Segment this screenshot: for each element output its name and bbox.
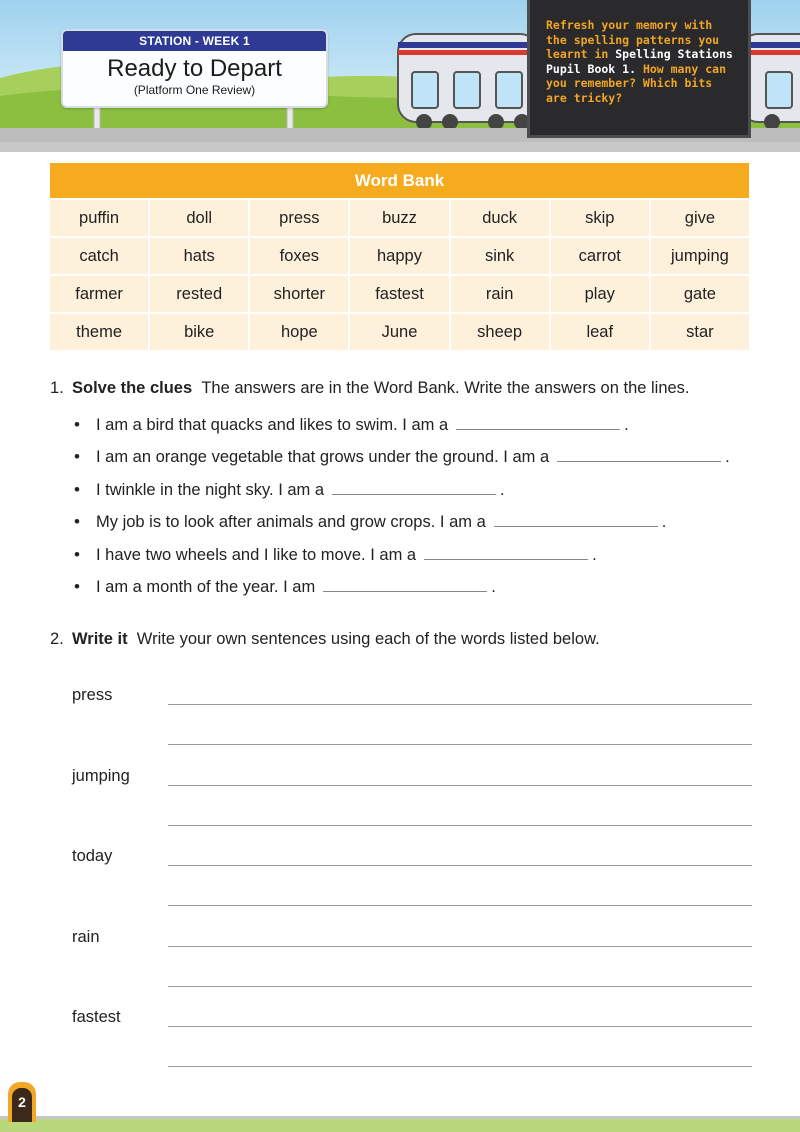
word-bank-cell: doll [150,200,248,236]
word-bank-cell: puffin [50,200,148,236]
question-title: Solve the clues [72,379,193,397]
board-line [546,62,738,77]
word-bank-cell: skip [551,200,649,236]
clue-end-mark: . [592,545,597,564]
word-bank-cell: fastest [350,276,448,312]
word-bank-cell: leaf [551,314,649,350]
clue-end-mark: . [661,513,667,532]
board-line: Refresh your memory with [546,18,713,32]
word-bank-cell: farmer [50,276,148,312]
writing-row [72,763,754,844]
word-bank-cell: jumping [651,238,749,274]
station-week-label: STATION - WEEK 1 [63,31,326,51]
writing-line[interactable] [168,785,752,786]
page-number: 2 [18,1094,26,1110]
header-banner [0,0,800,150]
question-instruction: The answers are in the Word Bank. Write the answers on the lines. [201,379,690,397]
writing-line[interactable] [168,905,752,906]
word-bank-cell: happy [350,238,448,274]
writing-prompt-word: press [72,686,113,704]
header-divider [0,142,800,152]
word-bank-cell: June [350,314,448,350]
answer-blank[interactable] [424,542,588,560]
board-text-white: Spelling Stations [615,47,733,62]
board-text-orange: How many can [636,61,727,76]
word-bank-cell: theme [50,314,148,350]
word-bank-cell: gate [651,276,749,312]
departure-board [527,0,751,138]
clue-text: I am a bird that quacks and likes to swim. I am a [96,416,449,434]
word-bank-cell: shorter [250,276,348,312]
clue-item [74,574,730,606]
word-bank-grid [50,200,749,350]
clue-item [74,542,730,574]
question-number: 1. [50,379,64,397]
board-line: you remember? Which bits [546,76,713,91]
clue-text: I have two wheels and I like to move. I am a [96,545,417,564]
clue-list [74,412,730,606]
writing-line[interactable] [168,1026,752,1027]
answer-blank[interactable] [494,509,658,527]
word-bank-cell: hats [150,238,248,274]
clue-end-mark: . [725,448,730,467]
word-bank-cell: rested [150,276,248,312]
question-2-heading [50,630,600,649]
writing-row [72,924,754,1005]
writing-row [72,843,754,924]
writing-prompt-word: today [72,847,113,865]
word-bank-cell: press [250,200,348,236]
board-text-white: Pupil Book 1. [546,61,637,76]
word-bank-cell: hope [250,314,348,350]
writing-line[interactable] [168,825,752,826]
word-bank-cell: rain [451,276,549,312]
clue-text: I am an orange vegetable that grows under the ground. I am a [96,448,550,467]
board-text-orange: learnt in [546,47,616,62]
word-bank-cell: sink [451,238,549,274]
clue-end-mark: . [491,577,496,596]
writing-row [72,682,754,763]
writing-line[interactable] [168,704,752,705]
word-bank-cell: play [551,276,649,312]
clue-item [74,444,730,476]
page-subtitle: (Platform One Review) [133,83,256,97]
writing-line[interactable] [168,744,752,745]
clue-item [74,509,730,541]
clue-text: I twinkle in the night sky. I am a [96,480,325,499]
word-bank-cell: duck [451,200,549,236]
answer-blank[interactable] [456,412,620,430]
clue-end-mark: . [624,416,629,434]
footer-grass [0,1116,800,1132]
station-sign [61,29,328,108]
clue-item [74,477,730,509]
writing-row [72,1004,754,1085]
word-bank [50,163,749,350]
writing-line[interactable] [168,946,752,947]
page-title: Ready to Depart [107,55,282,82]
question-1-heading [50,379,690,398]
answer-blank[interactable] [332,477,496,495]
writing-prompt-word: fastest [72,1008,121,1026]
writing-line[interactable] [168,1066,752,1067]
clue-end-mark: . [500,480,505,499]
word-bank-cell: give [651,200,749,236]
word-bank-title: Word Bank [50,163,749,198]
board-line: are tricky? [546,90,623,105]
word-bank-cell: foxes [250,238,348,274]
writing-prompt-word: rain [72,927,100,946]
train-carriage-left [398,34,538,130]
writing-line[interactable] [168,986,752,987]
writing-prompt-word: jumping [72,766,130,785]
clue-text: I am a month of the year. I am [96,577,316,596]
answer-blank[interactable] [323,574,487,592]
word-bank-cell: buzz [350,200,448,236]
word-bank-cell: star [651,314,749,350]
word-bank-cell: sheep [451,314,549,350]
board-line: the spelling patterns you [546,32,720,47]
question-number: 2. [50,630,64,648]
word-bank-cell: catch [50,238,148,274]
clue-text: My job is to look after animals and grow crops. I am a [96,513,486,532]
question-title: Write it [72,630,128,648]
word-bank-cell: carrot [551,238,649,274]
writing-line[interactable] [168,865,752,866]
answer-blank[interactable] [557,444,721,462]
word-bank-cell: bike [150,314,248,350]
departure-board-text [546,18,738,106]
clue-item [74,412,730,444]
board-line [546,47,738,62]
question-instruction: Write your own sentences using each of the words listed below. [136,630,600,648]
